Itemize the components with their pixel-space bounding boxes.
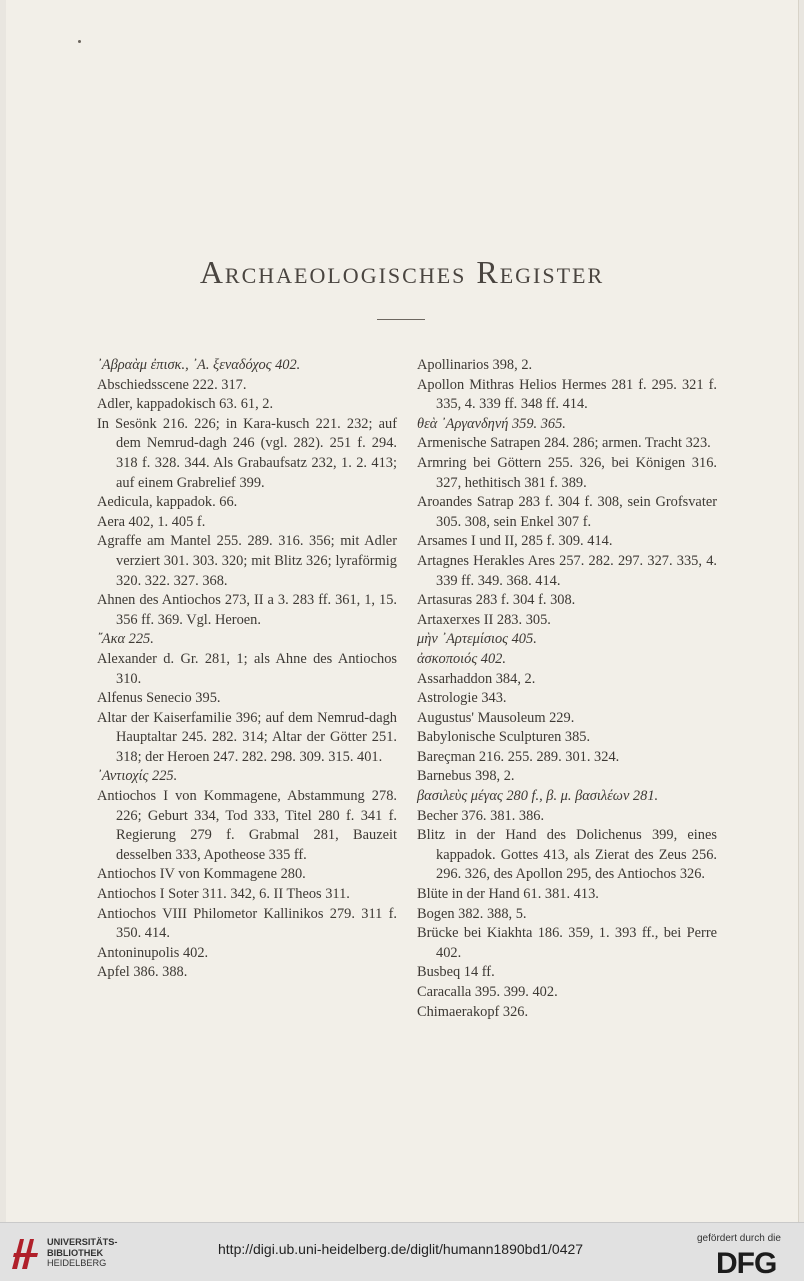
index-entry: Bogen 382. 388, 5. — [417, 905, 527, 922]
ink-speck — [78, 40, 81, 43]
index-entry: Alexander d. Gr. 281, 1; als Ahne des Antiochos 310. — [97, 650, 397, 687]
index-entry: Blüte in der Hand 61. 381. 413. — [417, 886, 599, 903]
index-entry: Becher 376. 381. 386. — [417, 807, 545, 824]
index-entry: Arsames I und II, 285 f. 309. 414. — [417, 533, 613, 550]
index-entry: In Sesönk 216. 226; in Kara-kusch 221. 232; auf dem Nemrud-dagh 246 (vgl. 282). 251 f. 294. 318 f. 328. 344. Als Grabaufsatz 232, 1. 2. 413; auf einem Grabrelief 399. — [97, 415, 397, 491]
index-entry: Artaxerxes II 283. 305. — [417, 611, 551, 628]
index-entry: Antiochos IV von Kommagene 280. — [97, 866, 306, 883]
index-entry: Agraffe am Mantel 255. 289. 316. 356; mit Adler verziert 301. 303. 320; mit Blitz 326; lyraförmig 320. 322. 327. 368. — [97, 533, 397, 589]
page-title: Archaeologisches Register — [199, 254, 605, 290]
index-entry: Aroandes Satrap 283 f. 304 f. 308, sein Grofsvater 305. 308, sein Enkel 307 f. — [417, 494, 717, 530]
index-entry: μὴν ᾿Αρτεμίσιος 405. — [417, 631, 537, 648]
index-entry: Augustus' Mausoleum 229. — [417, 709, 575, 726]
index-entry: Adler, kappadokisch 63. 61, 2. — [97, 396, 274, 413]
index-entry: Brücke bei Kiakhta 186. 359, 1. 393 ff., bei Perre 402. — [417, 925, 717, 961]
index-entry: Barnebus 398, 2. — [417, 768, 515, 785]
index-entry: Busbeq 14 ff. — [417, 964, 495, 981]
index-entry: Antoninupolis 402. — [97, 944, 209, 961]
index-entry: Apfel 386. 388. — [97, 964, 188, 981]
index-entry: ᾿Αβραὰμ ἐπισκ., ᾿Α. ξεναδόχος 402. — [97, 357, 301, 373]
dfg-logo: DFG — [716, 1247, 777, 1280]
index-entry: Alfenus Senecio 395. — [97, 690, 221, 707]
index-entry: θεὰ ᾿Αργανδηνή 359. 365. — [417, 415, 566, 432]
index-entry: Artasuras 283 f. 304 f. 308. — [417, 592, 576, 609]
library-name — [47, 1237, 117, 1269]
index-entry: Apollinarios 398, 2. — [417, 357, 533, 373]
index-entry: Ahnen des Antiochos 273, II a 3. 283 ff. 361, 1, 15. 356 ff. 369. Vgl. Heroen. — [97, 592, 397, 628]
right-column — [417, 356, 717, 1022]
library-name-line: UNIVERSITÄTS- — [47, 1237, 118, 1247]
index-entry: Babylonische Sculpturen 385. — [417, 729, 591, 746]
library-name-line: HEIDELBERG — [47, 1258, 107, 1268]
index-entry: ᾿Αντιοχίς 225. — [97, 768, 178, 785]
index-entry: Armring bei Göttern 255. 326, bei Königen 316. 327, hethitisch 381 f. 389. — [417, 454, 717, 491]
index-entry: Bareçman 216. 255. 289. 301. 324. — [417, 748, 620, 765]
index-entry: Assarhaddon 384, 2. — [417, 670, 536, 687]
index-entry: Aedicula, kappadok. 66. — [97, 494, 238, 511]
index-entry: Chimaerakopf 326. — [417, 1003, 529, 1020]
index-entry: βασιλεὺς μέγας 280 f., β. μ. βασιλέων 281. — [417, 788, 659, 805]
index-entry: Astrologie 343. — [417, 690, 507, 707]
index-entry: Armenische Satrapen 284. 286; armen. Tracht 323. — [417, 435, 711, 452]
university-library-logo-icon — [8, 1233, 42, 1273]
library-name-line: BIBLIOTHEK — [47, 1247, 104, 1258]
title-rule — [377, 319, 425, 320]
index-entry: Artagnes Herakles Ares 257. 282. 297. 327. 335, 4. 339 ff. 349. 368. 414. — [417, 552, 717, 589]
index-entry: Aera 402, 1. 405 f. — [97, 513, 206, 530]
left-column — [97, 356, 397, 983]
index-entry: Blitz in der Hand des Dolichenus 399, eines kappadok. Gottes 413, als Zierat des Zeus 256. 296. 326, des Apollon 295, des Antiochos 326. — [417, 827, 717, 883]
viewer-footer — [0, 1222, 804, 1281]
index-entry: Antiochos VIII Philometor Kallinikos 279. 311 f. 350. 414. — [97, 905, 397, 942]
index-entry: Antiochos I von Kommagene, Abstammung 278. 226; Geburt 334, Tod 333, Titel 280 f. 341 f. Regierung 279 f. Grabmal 281, Bauzeit desselben 333, Apotheose 335 ff. — [97, 788, 397, 863]
funding-note: gefördert durch die — [697, 1233, 781, 1244]
index-entry: ἀσκοποιός 402. — [417, 650, 506, 667]
index-entry: Caracalla 395. 399. 402. — [417, 984, 558, 1000]
permalink[interactable]: http://digi.ub.uni-heidelberg.de/diglit/humann1890bd1/0427 — [218, 1241, 584, 1257]
index-entry: Antiochos I Soter 311. 342, 6. II Theos 311. — [97, 886, 350, 903]
index-entry: Abschiedsscene 222. 317. — [97, 376, 247, 393]
index-entry: ῎Ακα 225. — [97, 631, 154, 648]
index-entry: Altar der Kaiserfamilie 396; auf dem Nemrud-dagh Hauptaltar 245. 282. 314; Altar der Götter 251. 318; der Heroen 247. 282. 298. 309. 315. 401. — [97, 709, 397, 765]
index-entry: Apollon Mithras Helios Hermes 281 f. 295. 321 f. 335, 4. 339 ff. 348 ff. 414. — [417, 376, 717, 413]
